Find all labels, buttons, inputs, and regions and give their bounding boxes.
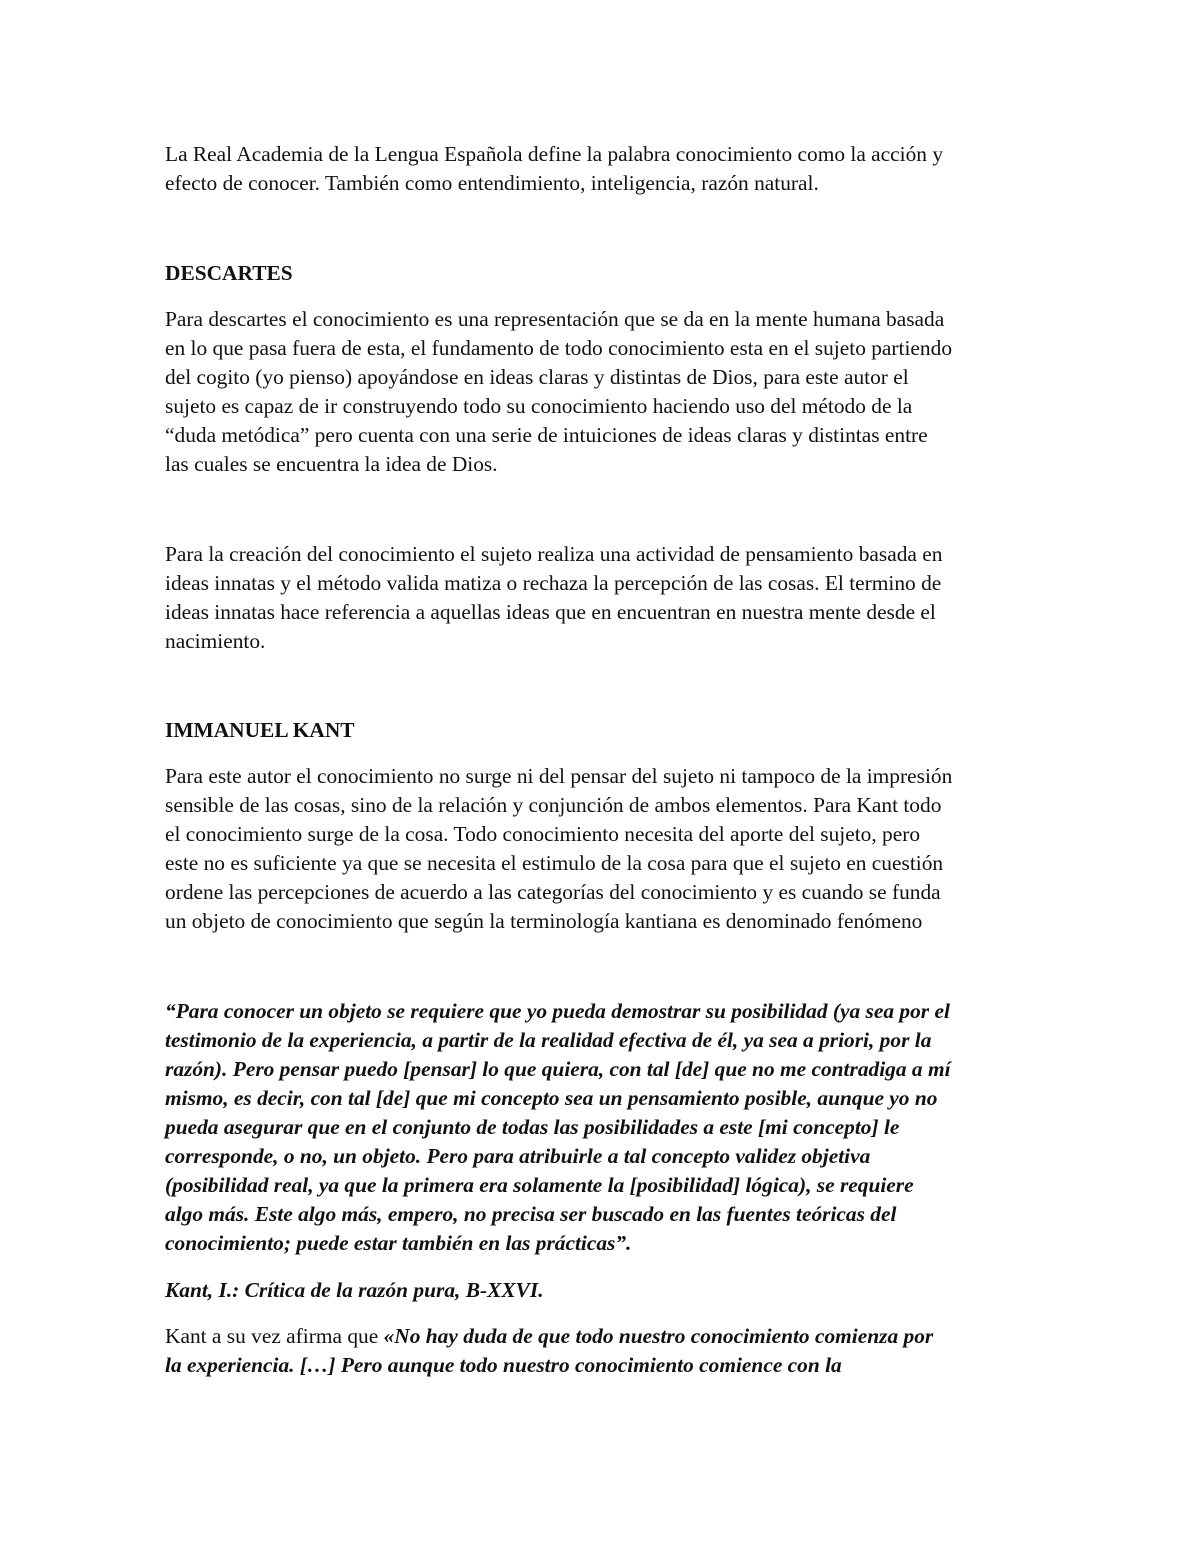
final-line-1 — [165, 1322, 933, 1351]
descartes-p1-line: en lo que pasa fuera de esta, el fundamento de todo conocimiento esta en el sujeto partiendo — [165, 336, 953, 360]
descartes-p1-line: del cogito (yo pienso) apoyándose en ideas claras y distintas de Dios, para este autor el — [165, 365, 909, 389]
final-intro-text: Kant a su vez afirma que — [165, 1324, 384, 1348]
descartes-p2-line: Para la creación del conocimiento el sujeto realiza una actividad de pensamiento basada en — [165, 542, 943, 566]
section-heading-kant: IMMANUEL KANT — [165, 718, 355, 742]
kant-citation: Kant, I.: Crítica de la razón pura, B-XXVI. — [165, 1278, 544, 1302]
kant-quote-line: corresponde, o no, un objeto. Pero para atribuirle a tal concepto validez objetiva — [165, 1144, 871, 1168]
kant-quote-line: pueda asegurar que en el conjunto de todas las posibilidades a este [mi concepto] le — [165, 1115, 900, 1139]
kant-quote-line: algo más. Este algo más, empero, no precisa ser buscado en las fuentes teóricas del — [165, 1202, 897, 1226]
kant-p1-line: este no es suficiente ya que se necesita el estimulo de la cosa para que el sujeto en cuestión — [165, 851, 944, 875]
kant-p1-line: un objeto de conocimiento que según la terminología kantiana es denominado fenómeno — [165, 909, 923, 933]
final-line-2: la experiencia. […] Pero aunque todo nuestro conocimiento comience con la — [165, 1353, 842, 1377]
kant-p1-line: el conocimiento surge de la cosa. Todo conocimiento necesita del aporte del sujeto, pero — [165, 822, 921, 846]
descartes-p1-line: “duda metódica” pero cuenta con una serie de intuiciones de ideas claras y distintas entre — [165, 423, 928, 447]
kant-quote-line: razón). Pero pensar puedo [pensar] lo que quiera, con tal [de] que no me contradiga a mí — [165, 1057, 951, 1081]
descartes-p1-line: las cuales se encuentra la idea de Dios. — [165, 452, 498, 476]
final-quote-text: «No hay duda de que todo nuestro conocimiento comienza por — [383, 1324, 934, 1348]
descartes-p2-line: nacimiento. — [165, 629, 266, 653]
descartes-p1-line: sujeto es capaz de ir construyendo todo su conocimiento haciendo uso del método de la — [165, 394, 913, 418]
kant-quote-line: conocimiento; puede estar también en las prácticas”. — [165, 1231, 632, 1255]
section-heading-descartes: DESCARTES — [165, 261, 293, 285]
kant-quote-line: mismo, es decir, con tal [de] que mi concepto sea un pensamiento posible, aunque yo no — [165, 1086, 938, 1110]
kant-p1-line: ordene las percepciones de acuerdo a las categorías del conocimiento y es cuando se funda — [165, 880, 941, 904]
descartes-p1-line: Para descartes el conocimiento es una representación que se da en la mente humana basada — [165, 307, 945, 331]
kant-quote-line: “Para conocer un objeto se requiere que yo pueda demostrar su posibilidad (ya sea por el — [165, 999, 950, 1023]
kant-quote-line: (posibilidad real, ya que la primera era solamente la [posibilidad] lógica), se requiere — [165, 1173, 914, 1197]
intro-line: efecto de conocer. También como entendimiento, inteligencia, razón natural. — [165, 171, 819, 195]
kant-quote-line: testimonio de la experiencia, a partir de la realidad efectiva de él, ya sea a priori, por la — [165, 1028, 932, 1052]
descartes-p2-line: ideas innatas hace referencia a aquellas ideas que en encuentran en nuestra mente desde el — [165, 600, 936, 624]
intro-line: La Real Academia de la Lengua Española define la palabra conocimiento como la acción y — [165, 142, 944, 166]
kant-p1-line: Para este autor el conocimiento no surge ni del pensar del sujeto ni tampoco de la impresión — [165, 764, 953, 788]
kant-p1-line: sensible de las cosas, sino de la relación y conjunción de ambos elementos. Para Kant todo — [165, 793, 942, 817]
descartes-p2-line: ideas innatas y el método valida matiza o rechaza la percepción de las cosas. El termino de — [165, 571, 942, 595]
